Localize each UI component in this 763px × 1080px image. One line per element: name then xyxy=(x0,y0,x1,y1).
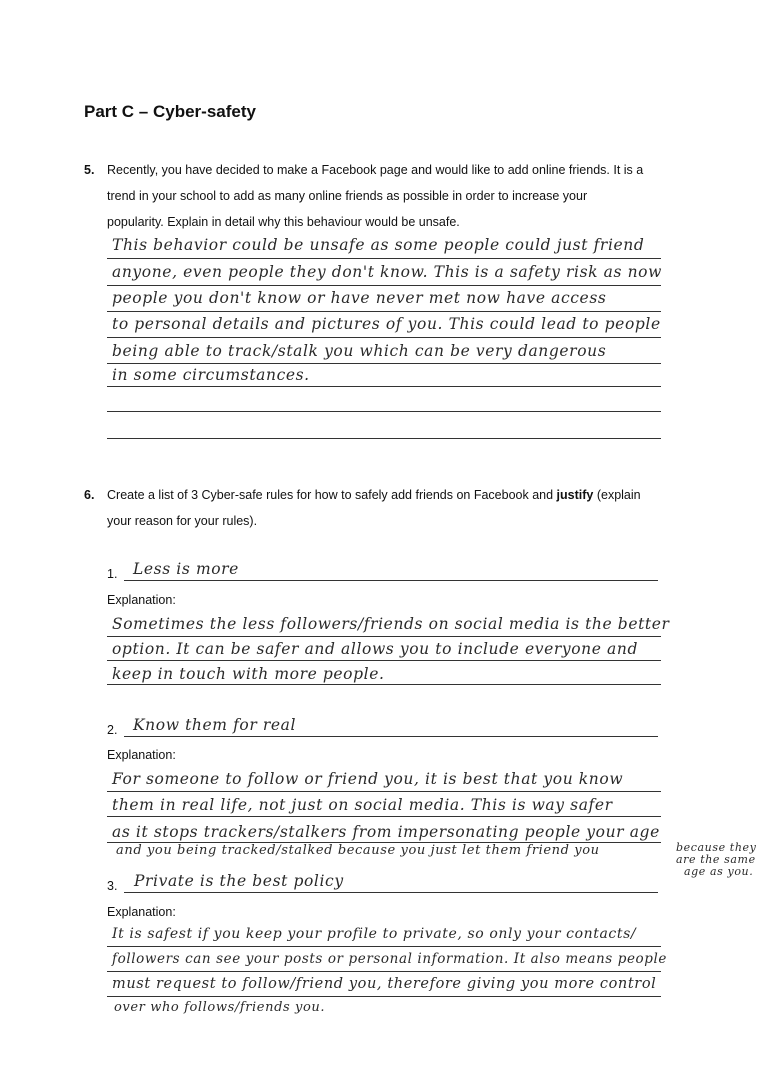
answer-rule xyxy=(107,363,661,364)
answer-rule xyxy=(107,996,661,997)
q5-answer-line: anyone, even people they don't know. This is a safety risk as now xyxy=(112,263,662,281)
answer-rule xyxy=(107,816,661,817)
answer-rule xyxy=(107,258,661,259)
section-title: Part C – Cyber-safety xyxy=(84,102,256,121)
question-6-line-2: your reason for your rules). xyxy=(107,514,258,528)
question-5-number: 5. xyxy=(84,163,95,177)
rule-2-explanation-line: them in real life, not just on social media. This is way safer xyxy=(112,796,613,814)
rule-3-title: Private is the best policy xyxy=(134,872,344,890)
margin-note-line: because they xyxy=(676,841,757,854)
explanation-label: Explanation: xyxy=(107,593,176,607)
q5-answer-line: being able to track/stalk you which can be very dangerous xyxy=(112,342,607,360)
answer-rule xyxy=(107,438,661,439)
answer-rule xyxy=(107,285,661,286)
rule-1-explanation-line: keep in touch with more people. xyxy=(112,665,385,683)
question-6-emphasis: justify xyxy=(556,488,594,502)
rule-1-title: Less is more xyxy=(133,560,239,578)
answer-rule xyxy=(124,892,658,893)
answer-rule xyxy=(124,580,658,581)
margin-note-line: age as you. xyxy=(684,865,754,878)
answer-rule xyxy=(107,971,661,972)
answer-rule xyxy=(107,311,661,312)
question-6-number: 6. xyxy=(84,488,95,502)
rule-3-explanation-line: over who follows/friends you. xyxy=(114,1000,326,1015)
answer-rule xyxy=(107,684,661,685)
question-5-line-2: trend in your school to add as many online friends as possible in order to increase your xyxy=(107,189,588,203)
rule-3-explanation-line: must request to follow/friend you, therefore giving you more control xyxy=(112,976,657,992)
question-5-line-3: popularity. Explain in detail why this behaviour would be unsafe. xyxy=(107,215,460,229)
margin-note-line: are the same xyxy=(676,853,756,866)
answer-rule xyxy=(107,337,661,338)
explanation-label: Explanation: xyxy=(107,748,176,762)
rule-3-explanation-line: It is safest if you keep your profile to private, so only your contacts/ xyxy=(112,926,637,942)
q5-answer-line: people you don't know or have never met now have access xyxy=(112,289,607,307)
answer-rule xyxy=(107,791,661,792)
explanation-label: Explanation: xyxy=(107,905,176,919)
rule-1-explanation-line: Sometimes the less followers/friends on social media is the better xyxy=(112,615,670,633)
answer-rule xyxy=(107,660,661,661)
q5-answer-line: in some circumstances. xyxy=(112,366,310,384)
rule-3-number: 3. xyxy=(107,879,118,893)
q5-answer-line: This behavior could be unsafe as some people could just friend xyxy=(112,236,645,254)
answer-rule xyxy=(107,946,661,947)
answer-rule xyxy=(107,386,661,387)
question-6-line-1 xyxy=(107,488,641,502)
rule-2-margin-note xyxy=(676,842,756,878)
rule-1-explanation-line: option. It can be safer and allows you to include everyone and xyxy=(112,640,638,658)
rule-2-number: 2. xyxy=(107,723,118,737)
answer-rule xyxy=(107,636,661,637)
question-5-line-1: Recently, you have decided to make a Facebook page and would like to add online friends. It is a xyxy=(107,163,644,177)
rule-2-explanation-line: and you being tracked/stalked because you just let them friend you xyxy=(116,843,600,858)
answer-rule xyxy=(124,736,658,737)
q5-answer-line: to personal details and pictures of you. This could lead to people xyxy=(112,315,661,333)
rule-2-explanation-line: For someone to follow or friend you, it is best that you know xyxy=(112,770,624,788)
question-6-text: (explain xyxy=(593,488,641,502)
rule-1-number: 1. xyxy=(107,567,118,581)
rule-3-explanation-line: followers can see your posts or personal information. It also means people xyxy=(112,951,668,967)
rule-2-title: Know them for real xyxy=(133,716,297,734)
question-6-text: Create a list of 3 Cyber-safe rules for how to safely add friends on Facebook and xyxy=(107,488,557,502)
rule-2-explanation-line: as it stops trackers/stalkers from impersonating people your age xyxy=(112,823,660,841)
answer-rule xyxy=(107,411,661,412)
